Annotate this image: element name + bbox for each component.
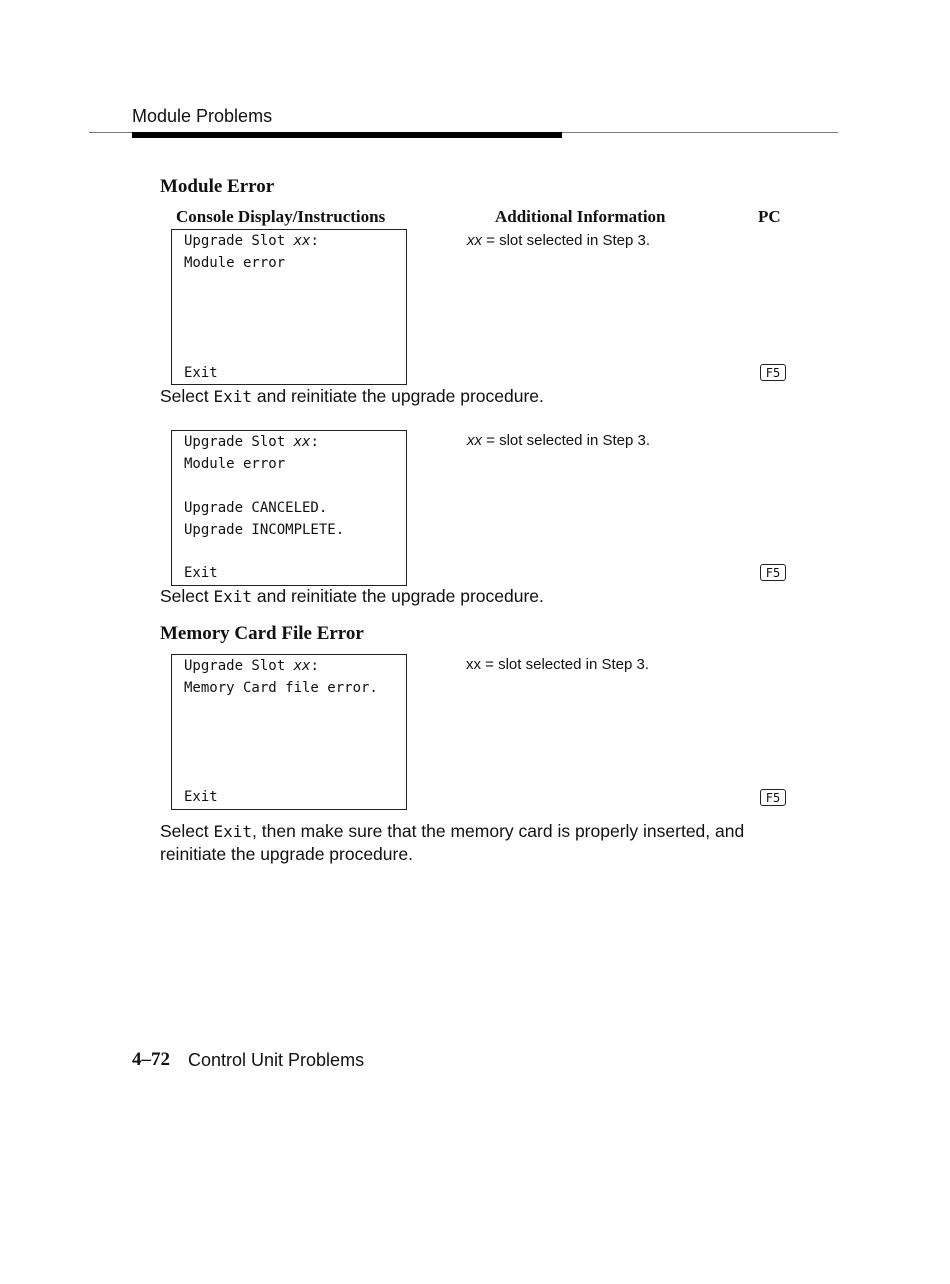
column-header-info: Additional Information xyxy=(495,207,666,226)
f5-key: F5 xyxy=(760,364,786,381)
console-line: Upgrade INCOMPLETE. xyxy=(184,522,345,538)
console-display xyxy=(171,430,407,586)
footer-chapter-title: Control Unit Problems xyxy=(188,1050,365,1070)
console-exit-line: Exit xyxy=(184,789,218,805)
console-line: Module error xyxy=(184,456,286,472)
additional-info: xx = slot selected in Step 3. xyxy=(466,656,650,673)
console-line: Module error xyxy=(184,255,286,271)
console-exit-line: Exit xyxy=(184,565,218,581)
instruction-text: Select Exit and reinitiate the upgrade procedure. xyxy=(160,386,544,406)
console-line: Upgrade CANCELED. xyxy=(184,500,328,516)
instruction-text: Select Exit and reinitiate the upgrade procedure. xyxy=(160,586,544,606)
console-exit-line: Exit xyxy=(184,365,218,381)
additional-info: xx = slot selected in Step 3. xyxy=(467,432,651,449)
section-title-module-error: Module Error xyxy=(160,176,275,197)
instruction-line: reinitiate the upgrade procedure. xyxy=(160,844,413,864)
console-line: Memory Card file error. xyxy=(184,680,378,696)
instruction-line: Select Exit, then make sure that the memory card is properly inserted, and xyxy=(160,821,745,841)
f5-key: F5 xyxy=(760,564,786,581)
f5-key: F5 xyxy=(760,789,786,806)
header-rule-thick xyxy=(132,132,562,138)
instruction-text xyxy=(160,820,744,865)
column-header-pc: PC xyxy=(758,207,781,226)
section-title-memory-card-file-error: Memory Card File Error xyxy=(160,623,364,644)
column-header-console: Console Display/Instructions xyxy=(176,207,386,226)
console-display xyxy=(171,654,407,810)
console-line: Upgrade Slot xx: xyxy=(184,434,319,450)
console-line: Upgrade Slot xx: xyxy=(184,658,319,674)
running-head: Module Problems xyxy=(132,106,273,126)
additional-info: xx = slot selected in Step 3. xyxy=(467,232,651,249)
page-number: 4–72 xyxy=(132,1049,170,1070)
console-display xyxy=(171,229,407,385)
console-line: Upgrade Slot xx: xyxy=(184,233,319,249)
